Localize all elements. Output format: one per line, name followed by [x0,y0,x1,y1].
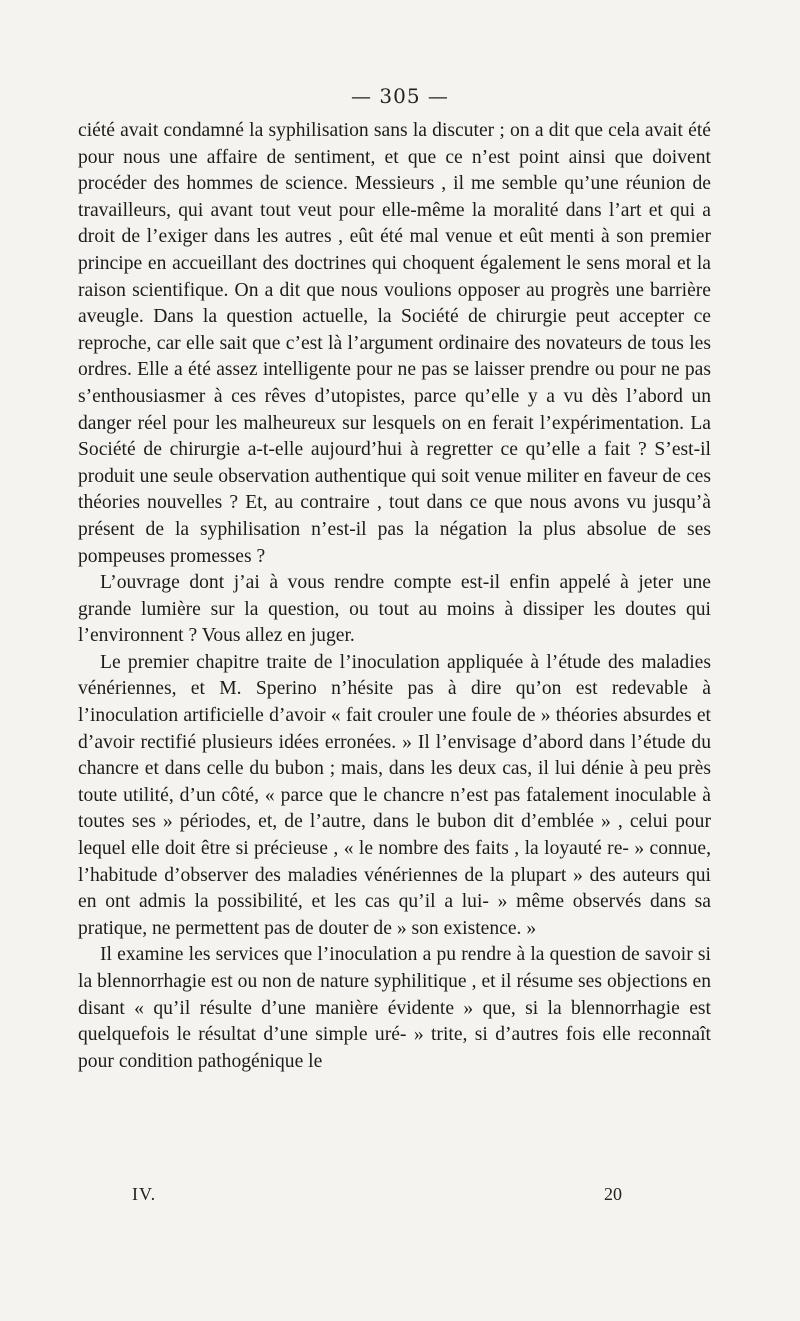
signature-mark: IV. [132,1184,157,1204]
body-text [78,118,711,1075]
page-number: — 305 — [351,84,449,108]
paragraph-blennorrhagie: Il examine les services que l’inoculation a pu rendre à la question de savoir si la blennorrhagie est ou non de nature syphilitique , et il résume ses objections en disant « qu’il résulte d’une manière évidente » que, si la blennorrhagie est quelquefois le résultat d’une simple uré- » trite, si d’autres fois elle reconnaît pour condition pathogénique le [78,944,711,1072]
sheet-number: 20 [604,1184,622,1204]
paragraph-premier-chapitre: Le premier chapitre traite de l’inoculation appliquée à l’étude des maladies vénériennes, et M. Sperino n’hésite pas à dire qu’on est redevable à l’inoculation artificielle d’avoir « fait crouler une foule de » théories absurdes et d’avoir rectifié plusieurs idées erronées. » Il l’envisage d’abord dans l’étude du chancre et dans celle du bubon ; mais, dans les deux cas, il lui dénie à peu près toute utilité, d’un côté, « parce que le chancre n’est pas fatalement inoculable à toutes ses » périodes, et, de l’autre, dans le bubon dit d’emblée » , celui pour lequel elle doit être si précieuse , « le nombre des faits , la loyauté re- » connue, l’habitude d’observer des maladies vénériennes de la plupart » des auteurs qui en ont admis la possibilité, et les cas qu’il a lui- » même observés dans sa pratique, ne permettent pas de douter de » son existence. » [78,651,711,939]
page-footer [0,1184,800,1208]
paragraph-ouvrage: L’ouvrage dont j’ai à vous rendre compte est-il enfin appelé à jeter une grande lumière sur la question, ou tout au moins à dissiper les doutes qui l’environnent ? Vous allez en juger. [78,572,711,647]
paragraph-continuation: ciété avait condamné la syphilisation sans la discuter ; on a dit que cela avait été pour nous une affaire de sentiment, et que ce n’est point ainsi que doivent procéder des hommes de science. Messieurs , il me semble qu’une réunion de travailleurs, qui avant tout veut pour elle-même la moralité dans l’art et qui a droit de l’exiger dans les autres , eût été mal venue et eût menti à son premier principe en accueillant des doctrines qui choquent également le sens moral et la raison scientifique. On a dit que nous voulions opposer au progrès une barrière aveugle. Dans la question actuelle, la Société de chirurgie peut accepter ce reproche, car elle sait que c’est là l’argument ordinaire des novateurs de tous les ordres. Elle a été assez intelligente pour ne pas se laisser prendre ou pour ne pas s’enthousiasmer à ces rêves d’utopistes, parce qu’elle y a vu dès l’abord un danger réel pour les malheureux sur lesquels on en ferait l’expérimentation. La Société de chirurgie a-t-elle aujourd’hui à regretter ce qu’elle a fait ? S’est-il produit une seule observation authentique qui soit venue militer en faveur de ces théories nouvelles ? Et, au contraire , tout dans ce que nous avons vu jusqu’à présent de la syphilisation n’est-il pas la négation la plus absolue de ses pompeuses promesses ? [78,120,711,567]
